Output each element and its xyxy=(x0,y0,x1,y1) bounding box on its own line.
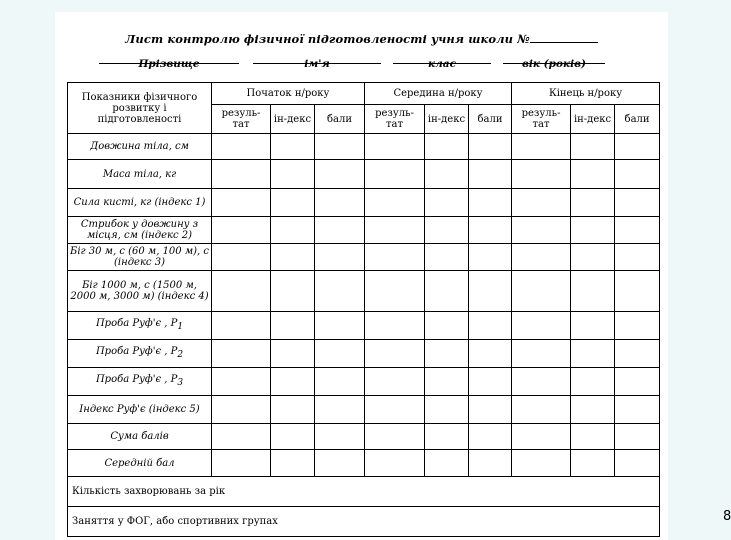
table-row xyxy=(68,160,660,189)
value-cell[interactable] xyxy=(315,340,365,368)
value-cell[interactable] xyxy=(315,189,365,217)
value-cell[interactable] xyxy=(469,368,512,396)
value-cell[interactable] xyxy=(425,450,469,477)
row-label: Проба Руф'є , $Р_1$ xyxy=(68,312,212,340)
surname-caption: Прізвище xyxy=(138,58,200,70)
header-start: Початок н/року xyxy=(212,83,365,105)
value-cell[interactable] xyxy=(365,368,425,396)
row-label: Проба Руф'є , $Р_3$ xyxy=(68,368,212,396)
value-cell[interactable] xyxy=(469,160,512,189)
value-cell[interactable] xyxy=(212,271,271,312)
header-index: ін-декс xyxy=(571,105,615,134)
table-row xyxy=(68,450,660,477)
value-cell[interactable] xyxy=(571,424,615,450)
value-cell[interactable] xyxy=(212,160,271,189)
fitness-table xyxy=(67,82,660,537)
value-cell[interactable] xyxy=(315,134,365,160)
value-cell[interactable] xyxy=(315,396,365,424)
value-cell[interactable] xyxy=(512,271,571,312)
table-row xyxy=(68,368,660,396)
value-cell[interactable] xyxy=(469,424,512,450)
value-cell[interactable] xyxy=(512,396,571,424)
value-cell[interactable] xyxy=(271,424,315,450)
value-cell[interactable] xyxy=(212,189,271,217)
row-label: Біг 30 м, с (60 м, 100 м), с (індекс 3) xyxy=(68,244,212,271)
value-cell[interactable] xyxy=(315,271,365,312)
value-cell[interactable] xyxy=(469,189,512,217)
value-cell[interactable] xyxy=(365,424,425,450)
table-row xyxy=(68,312,660,340)
form-sheet xyxy=(55,12,731,540)
value-cell[interactable] xyxy=(212,450,271,477)
value-cell[interactable] xyxy=(512,217,571,244)
row-label: Стрибок у довжину з місця, см (індекс 2) xyxy=(68,217,212,244)
school-number-blank xyxy=(530,32,598,43)
value-cell[interactable] xyxy=(315,368,365,396)
value-cell[interactable] xyxy=(365,217,425,244)
row-subscript: 1 xyxy=(177,322,184,332)
row-label: Біг 1000 м, с (1500 м, 2000 м, 3000 м) (індекс 4) xyxy=(68,271,212,312)
header-points: бали xyxy=(315,105,365,134)
row-subscript: 2 xyxy=(177,350,184,360)
value-cell[interactable] xyxy=(425,217,469,244)
form-title: Лист контролю фізичної підготовленості учня школи № xyxy=(55,32,668,46)
header-result: резуль-тат xyxy=(212,105,271,134)
header-indicators: Показники фізичного розвитку і підготовленості xyxy=(68,83,212,134)
value-cell[interactable] xyxy=(615,450,660,477)
value-cell[interactable] xyxy=(271,217,315,244)
value-cell[interactable] xyxy=(512,368,571,396)
value-cell[interactable] xyxy=(425,396,469,424)
value-cell[interactable] xyxy=(469,244,512,271)
value-cell[interactable] xyxy=(469,217,512,244)
value-cell[interactable] xyxy=(571,312,615,340)
value-cell[interactable] xyxy=(615,244,660,271)
table-row xyxy=(68,424,660,450)
value-cell[interactable] xyxy=(571,217,615,244)
value-cell[interactable] xyxy=(571,368,615,396)
value-cell[interactable] xyxy=(315,450,365,477)
value-cell[interactable] xyxy=(615,217,660,244)
header-end: Кінець н/року xyxy=(512,83,660,105)
row-label: Маса тіла, кг xyxy=(68,160,212,189)
value-cell[interactable] xyxy=(512,450,571,477)
value-cell[interactable] xyxy=(469,312,512,340)
class-caption: клас xyxy=(428,58,456,70)
value-cell[interactable] xyxy=(212,244,271,271)
header-points: бали xyxy=(615,105,660,134)
value-cell[interactable] xyxy=(365,134,425,160)
value-cell[interactable] xyxy=(425,424,469,450)
value-cell[interactable] xyxy=(212,340,271,368)
value-cell[interactable] xyxy=(271,450,315,477)
row-label: Індекс Руф'є (індекс 5) xyxy=(68,396,212,424)
value-cell[interactable] xyxy=(271,340,315,368)
value-cell[interactable] xyxy=(271,396,315,424)
value-cell[interactable] xyxy=(571,450,615,477)
value-cell[interactable] xyxy=(425,340,469,368)
value-cell[interactable] xyxy=(571,244,615,271)
value-cell[interactable] xyxy=(571,340,615,368)
value-cell[interactable] xyxy=(212,134,271,160)
value-cell[interactable] xyxy=(571,160,615,189)
value-cell[interactable] xyxy=(271,312,315,340)
value-cell[interactable] xyxy=(512,340,571,368)
value-cell[interactable] xyxy=(365,312,425,340)
value-cell[interactable] xyxy=(615,134,660,160)
value-cell[interactable] xyxy=(212,217,271,244)
row-label: Сила кисті, кг (індекс 1) xyxy=(68,189,212,217)
footer-row-label[interactable]: Заняття у ФОГ, або спортивних групах xyxy=(68,507,660,537)
table-row xyxy=(68,340,660,368)
value-cell[interactable] xyxy=(512,244,571,271)
value-cell[interactable] xyxy=(615,340,660,368)
row-label: Довжина тіла, см xyxy=(68,134,212,160)
header-points: бали xyxy=(469,105,512,134)
value-cell[interactable] xyxy=(212,312,271,340)
value-cell[interactable] xyxy=(469,340,512,368)
value-cell[interactable] xyxy=(469,450,512,477)
value-cell[interactable] xyxy=(615,271,660,312)
value-cell[interactable] xyxy=(512,312,571,340)
value-cell[interactable] xyxy=(212,396,271,424)
value-cell[interactable] xyxy=(425,134,469,160)
value-cell[interactable] xyxy=(615,189,660,217)
value-cell[interactable] xyxy=(315,312,365,340)
value-cell[interactable] xyxy=(571,396,615,424)
value-cell[interactable] xyxy=(615,368,660,396)
row-label: Сума балів xyxy=(68,424,212,450)
value-cell[interactable] xyxy=(271,244,315,271)
value-cell[interactable] xyxy=(615,396,660,424)
header-index: ін-декс xyxy=(425,105,469,134)
name-caption: ім'я xyxy=(304,58,330,70)
value-cell[interactable] xyxy=(469,396,512,424)
value-cell[interactable] xyxy=(365,189,425,217)
value-cell[interactable] xyxy=(365,450,425,477)
value-cell[interactable] xyxy=(365,271,425,312)
value-cell[interactable] xyxy=(571,271,615,312)
value-cell[interactable] xyxy=(615,312,660,340)
value-cell[interactable] xyxy=(512,189,571,217)
value-cell[interactable] xyxy=(271,189,315,217)
value-cell[interactable] xyxy=(365,340,425,368)
value-cell[interactable] xyxy=(571,189,615,217)
value-cell[interactable] xyxy=(425,271,469,312)
value-cell[interactable] xyxy=(365,160,425,189)
value-cell[interactable] xyxy=(271,368,315,396)
value-cell[interactable] xyxy=(212,368,271,396)
table-row xyxy=(68,396,660,424)
value-cell[interactable] xyxy=(271,271,315,312)
row-label: Проба Руф'є , $Р_2$ xyxy=(68,340,212,368)
value-cell[interactable] xyxy=(615,160,660,189)
value-cell[interactable] xyxy=(271,134,315,160)
value-cell[interactable] xyxy=(512,134,571,160)
value-cell[interactable] xyxy=(315,160,365,189)
value-cell[interactable] xyxy=(425,160,469,189)
header-result: резуль-тат xyxy=(512,105,571,134)
value-cell[interactable] xyxy=(365,244,425,271)
table-row xyxy=(68,217,660,244)
value-cell[interactable] xyxy=(512,160,571,189)
table-row xyxy=(68,189,660,217)
row-subscript: 3 xyxy=(177,378,184,388)
table-row xyxy=(68,271,660,312)
value-cell[interactable] xyxy=(425,368,469,396)
page-number: 8 xyxy=(723,509,731,524)
value-cell[interactable] xyxy=(315,424,365,450)
value-cell[interactable] xyxy=(425,244,469,271)
value-cell[interactable] xyxy=(512,424,571,450)
header-middle: Середина н/року xyxy=(365,83,512,105)
value-cell[interactable] xyxy=(615,424,660,450)
value-cell[interactable] xyxy=(571,134,615,160)
value-cell[interactable] xyxy=(315,244,365,271)
table-row xyxy=(68,244,660,271)
age-caption: вік (років) xyxy=(522,58,586,70)
value-cell[interactable] xyxy=(425,189,469,217)
header-result: резуль-тат xyxy=(365,105,425,134)
row-label: Середній бал xyxy=(68,450,212,477)
value-cell[interactable] xyxy=(469,134,512,160)
footer-row xyxy=(68,477,660,507)
value-cell[interactable] xyxy=(365,396,425,424)
value-cell[interactable] xyxy=(425,312,469,340)
value-cell[interactable] xyxy=(271,160,315,189)
footer-row xyxy=(68,507,660,537)
value-cell[interactable] xyxy=(315,217,365,244)
header-index: ін-декс xyxy=(271,105,315,134)
value-cell[interactable] xyxy=(212,424,271,450)
footer-row-label[interactable]: Кількість захворювань за рік xyxy=(68,477,660,507)
table-row xyxy=(68,134,660,160)
value-cell[interactable] xyxy=(469,271,512,312)
